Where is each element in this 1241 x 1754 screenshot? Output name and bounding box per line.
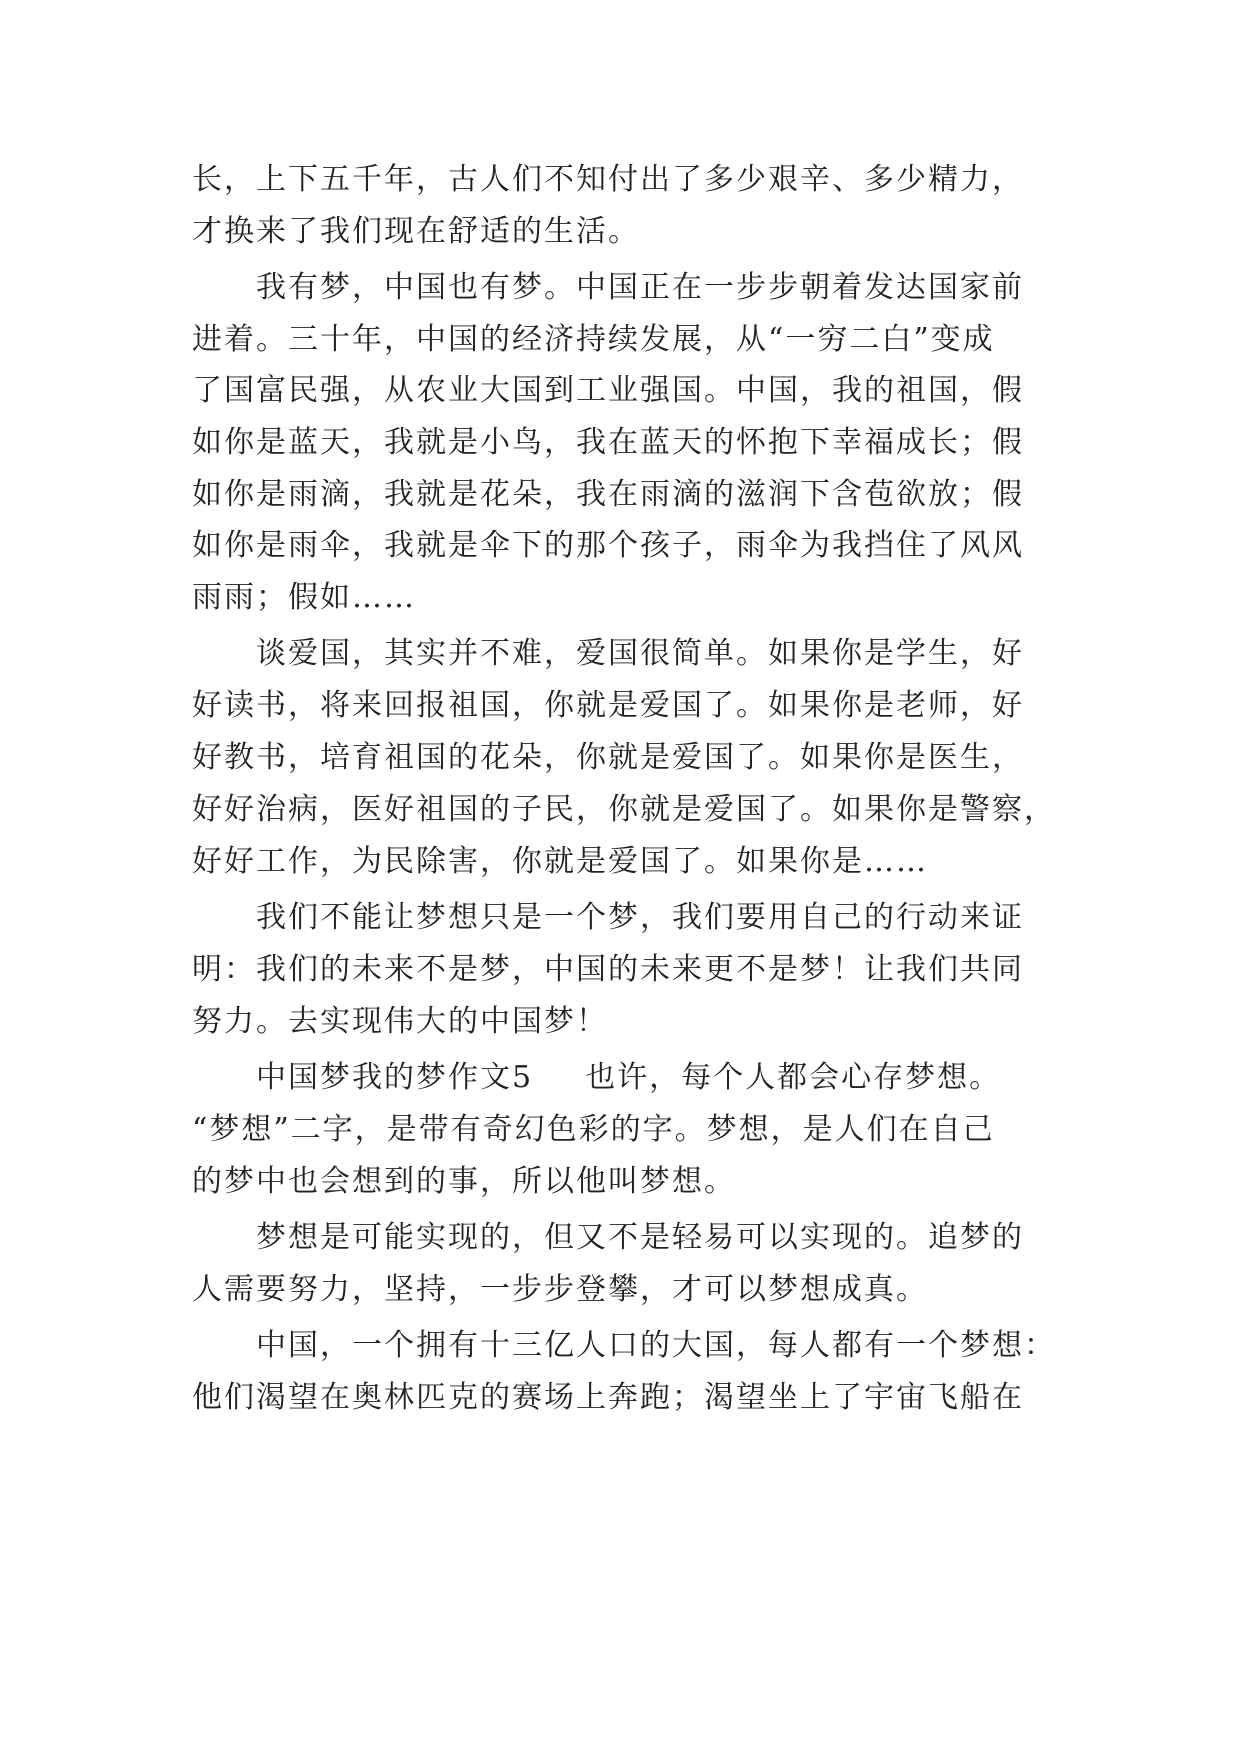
section-heading-line [256,1058,1001,1098]
text-line: 我们不能让梦想只是一个梦，我们要用自己的行动来证 [256,900,1024,935]
text-line: “梦想”二字，是带有奇幻色彩的字。梦想，是人们在自己 [192,1112,995,1147]
text-line: 的梦中也会想到的事，所以他叫梦想。 [192,1164,736,1199]
text-line: 才换来了我们现在舒适的生活。 [192,214,640,249]
text-line: 梦想是可能实现的，但又不是轻易可以实现的。追梦的 [256,1220,1024,1255]
text-line: 如你是蓝天，我就是小鸟，我在蓝天的怀抱下幸福成长；假 [192,425,1024,460]
text-line: 谈爱国，其实并不难，爱国很简单。如果你是学生，好 [256,636,1024,671]
section-heading: 中国梦我的梦作文5 [256,1060,534,1095]
text-line: 进着。三十年，中国的经济持续发展，从“一穷二白”变成 [192,322,995,357]
text-line: 中国，一个拥有十三亿人口的大国，每人都有一个梦想： [256,1328,1056,1363]
text-line: 雨雨；假如…… [192,580,416,615]
text-line: 了国富民强，从农业大国到工业强国。中国，我的祖国，假 [192,373,1024,408]
text-line: 如你是雨滴，我就是花朵，我在雨滴的滋润下含苞欲放；假 [192,477,1024,512]
text-line: 明：我们的未来不是梦，中国的未来更不是梦！让我们共同 [192,952,1024,987]
text-line: 好教书，培育祖国的花朵，你就是爱国了。如果你是医生， [192,740,1024,775]
text-line: 长，上下五千年，古人们不知付出了多少艰辛、多少精力， [192,162,1024,197]
text-line: 也许，每个人都会心存梦想。 [585,1060,1002,1095]
text-line: 如你是雨伞，我就是伞下的那个孩子，雨伞为我挡住了风风 [192,528,1024,563]
text-line: 我有梦，中国也有梦。中国正在一步步朝着发达国家前 [256,270,1024,305]
text-line: 人需要努力，坚持，一步步登攀，才可以梦想成真。 [192,1272,928,1307]
text-line: 好读书，将来回报祖国，你就是爱国了。如果你是老师，好 [192,688,1024,723]
text-line: 努力。去实现伟大的中国梦！ [192,1004,608,1039]
text-line: 他们渴望在奥林匹克的赛场上奔跑；渴望坐上了宇宙飞船在 [192,1380,1024,1415]
text-line: 好好工作，为民除害，你就是爱国了。如果你是…… [192,844,928,879]
text-line: 好好治病，医好祖国的子民，你就是爱国了。如果你是警察， [192,792,1056,827]
